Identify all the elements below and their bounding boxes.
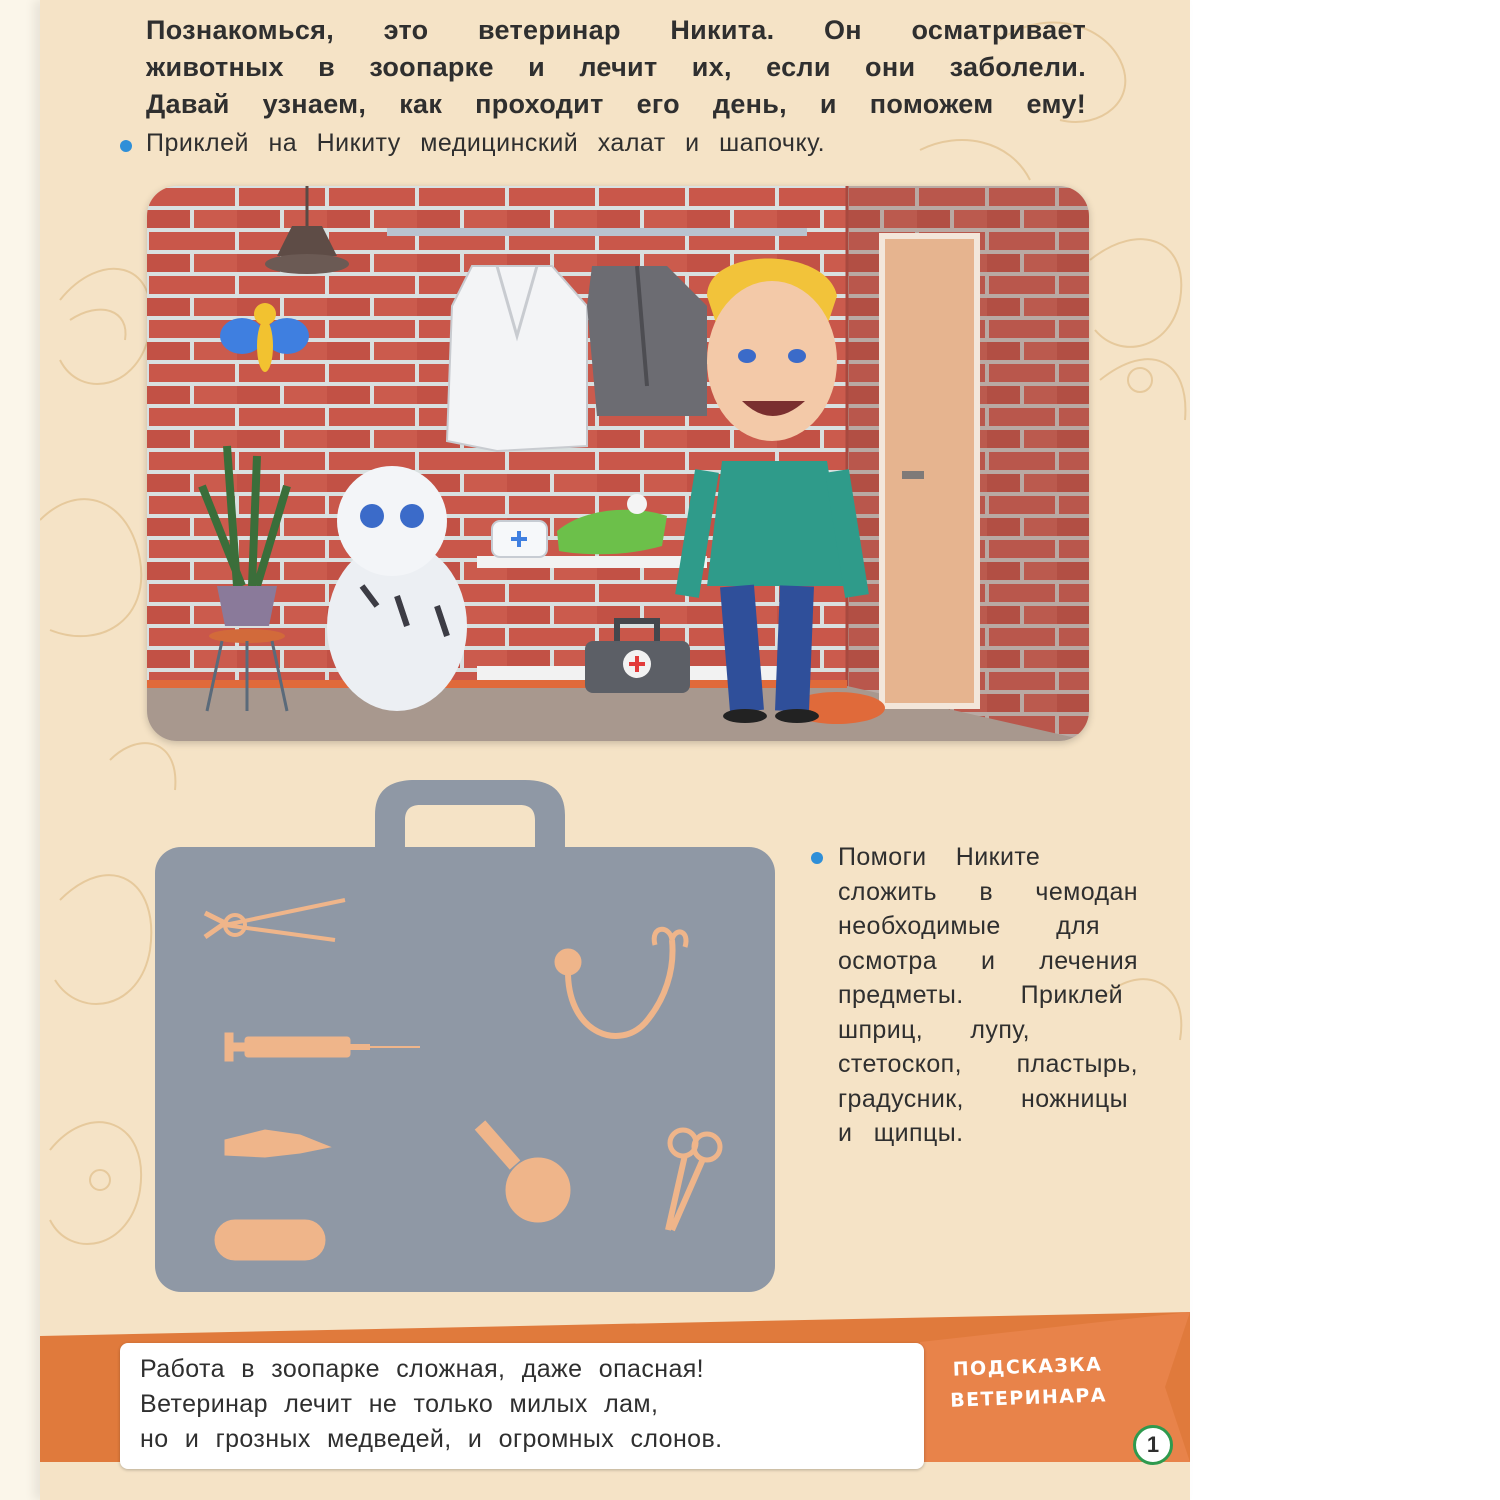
- intro-line: Давай узнаем, как проходит его день, и поможем ему!: [146, 89, 1086, 119]
- medical-case-sticker-area: [150, 775, 790, 1295]
- task-line: осмотра и лечения: [838, 946, 1138, 975]
- page-number: 1: [1133, 1425, 1173, 1465]
- bandage-silhouette: [215, 1220, 325, 1260]
- task-line: сложить в чемодан: [838, 877, 1138, 906]
- task-coat-and-cap: Приклей на Никиту медицинский халат и шапочку.: [146, 129, 826, 157]
- background-margin: [1190, 0, 1500, 1500]
- task-line: шприц, лупу,: [838, 1015, 1030, 1044]
- task-line: необходимые для: [838, 912, 1100, 940]
- tip-title-line: ПОДСКАЗКА: [952, 1353, 1103, 1381]
- task-line: Помоги Никите: [838, 843, 1041, 871]
- tip-line: но и грозных медведей, и огромных слонов.: [140, 1425, 723, 1453]
- tip-line: Работа в зоопарке сложная, даже опасная!: [140, 1355, 705, 1383]
- task-line: предметы. Приклей: [838, 981, 1123, 1009]
- tip-title-line: ВЕТЕРИНАРА: [949, 1384, 1108, 1412]
- tip-title: [937, 1349, 1119, 1417]
- intro-line: животных в зоопарке и лечит их, если они заболели.: [146, 52, 1086, 82]
- medical-case: [150, 775, 790, 1295]
- intro-paragraph: [146, 12, 1086, 123]
- task-pack-case: [838, 840, 1138, 1151]
- vet-room-scene: [147, 186, 1089, 741]
- intro-line: Познакомься, это ветеринар Никита. Он осматривает: [146, 15, 1086, 45]
- vet-room-illustration: [147, 186, 1089, 741]
- bullet-icon: [120, 140, 132, 152]
- bullet-icon: [811, 852, 823, 864]
- task-line: стетоскоп, пластырь,: [838, 1050, 1138, 1078]
- tip-line: Ветеринар лечит не только милых лам,: [140, 1390, 659, 1418]
- tip-text: [140, 1352, 860, 1457]
- task-line: и щипцы.: [838, 1119, 964, 1147]
- task-line: градусник, ножницы: [838, 1084, 1128, 1113]
